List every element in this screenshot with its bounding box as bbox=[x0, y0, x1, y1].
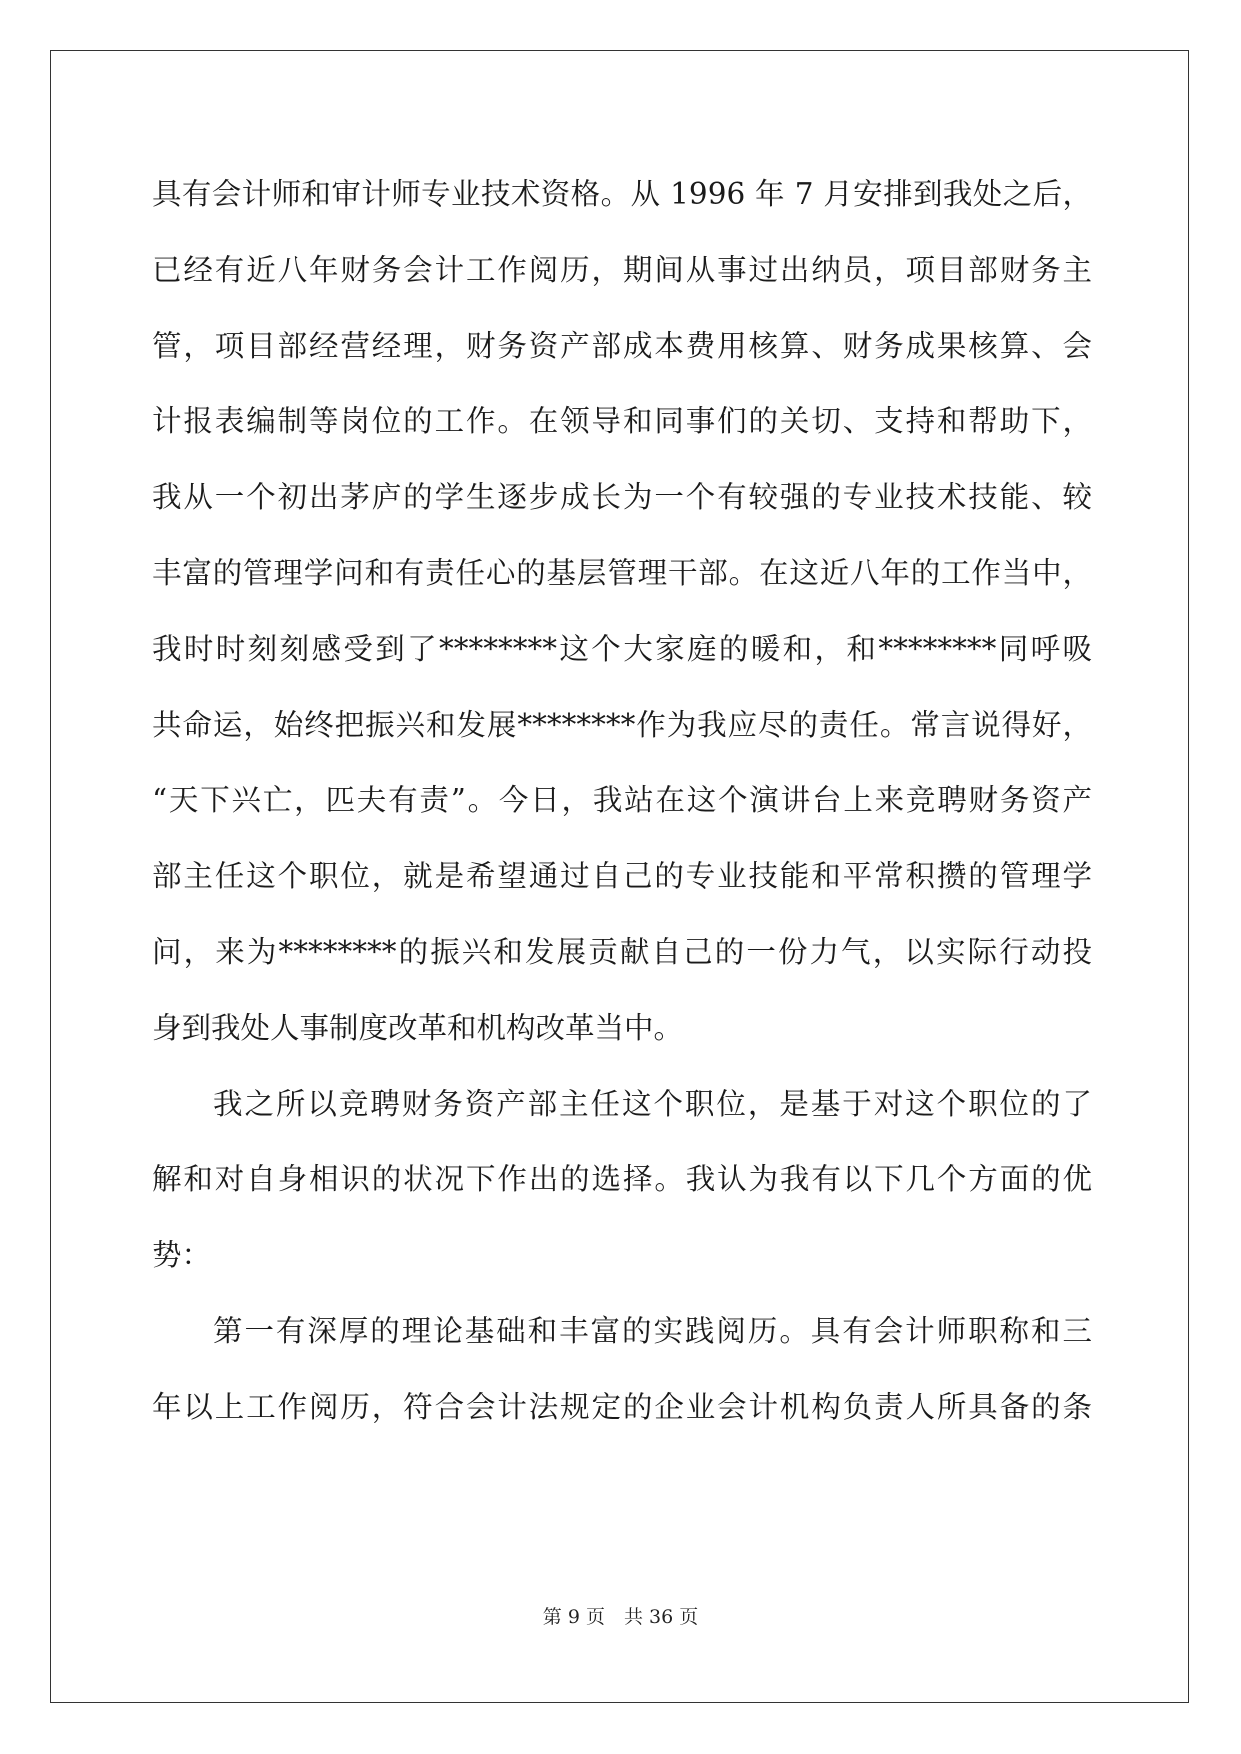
text-line: 具有会计师和审计师专业技术资格。从 1996 年 7 月安排到我处之后， bbox=[152, 177, 1092, 211]
page-number: 第 9 页 共 36 页 bbox=[542, 1606, 699, 1628]
paragraph-first-line: 我之所以竞聘财务资产部主任这个职位，是基于对这个职位的了 bbox=[213, 1086, 1092, 1121]
document-body bbox=[152, 157, 1092, 1446]
text-line: 身到我处人事制度改革和机构改革当中。 bbox=[152, 1010, 684, 1045]
text-line: 我时时刻刻感受到了********这个大家庭的暖和，和********同呼吸 bbox=[152, 631, 1092, 666]
text-line: 我从一个初出茅庐的学生逐步成长为一个有较强的专业技术技能、较 bbox=[152, 480, 1092, 515]
text-line: 部主任这个职位，就是希望通过自己的专业技能和平常积攒的管理学 bbox=[152, 859, 1092, 894]
text-line: 势： bbox=[152, 1238, 212, 1273]
text-line: 问，来为********的振兴和发展贡献自己的一份力气，以实际行动投 bbox=[152, 934, 1092, 969]
text-line: “天下兴亡，匹夫有责”。今日，我站在这个演讲台上来竞聘财务资产 bbox=[152, 783, 1092, 818]
text-line: 共命运，始终把振兴和发展********作为我应尽的责任。常言说得好， bbox=[152, 707, 1092, 742]
text-line: 解和对自身相识的状况下作出的选择。我认为我有以下几个方面的优 bbox=[152, 1162, 1092, 1197]
text-line: 计报表编制等岗位的工作。在领导和同事们的关切、支持和帮助下， bbox=[152, 404, 1092, 439]
text-line: 管，项目部经营经理，财务资产部成本费用核算、财务成果核算、会 bbox=[152, 328, 1092, 363]
text-line: 丰富的管理学问和有责任心的基层管理干部。在这近八年的工作当中， bbox=[152, 555, 1092, 590]
text-line: 年以上工作阅历，符合会计法规定的企业会计机构负责人所具备的条 bbox=[152, 1389, 1092, 1424]
text-line: 已经有近八年财务会计工作阅历，期间从事过出纳员，项目部财务主 bbox=[152, 252, 1092, 287]
paragraph-first-line: 第一有深厚的理论基础和丰富的实践阅历。具有会计师职称和三 bbox=[213, 1313, 1092, 1348]
